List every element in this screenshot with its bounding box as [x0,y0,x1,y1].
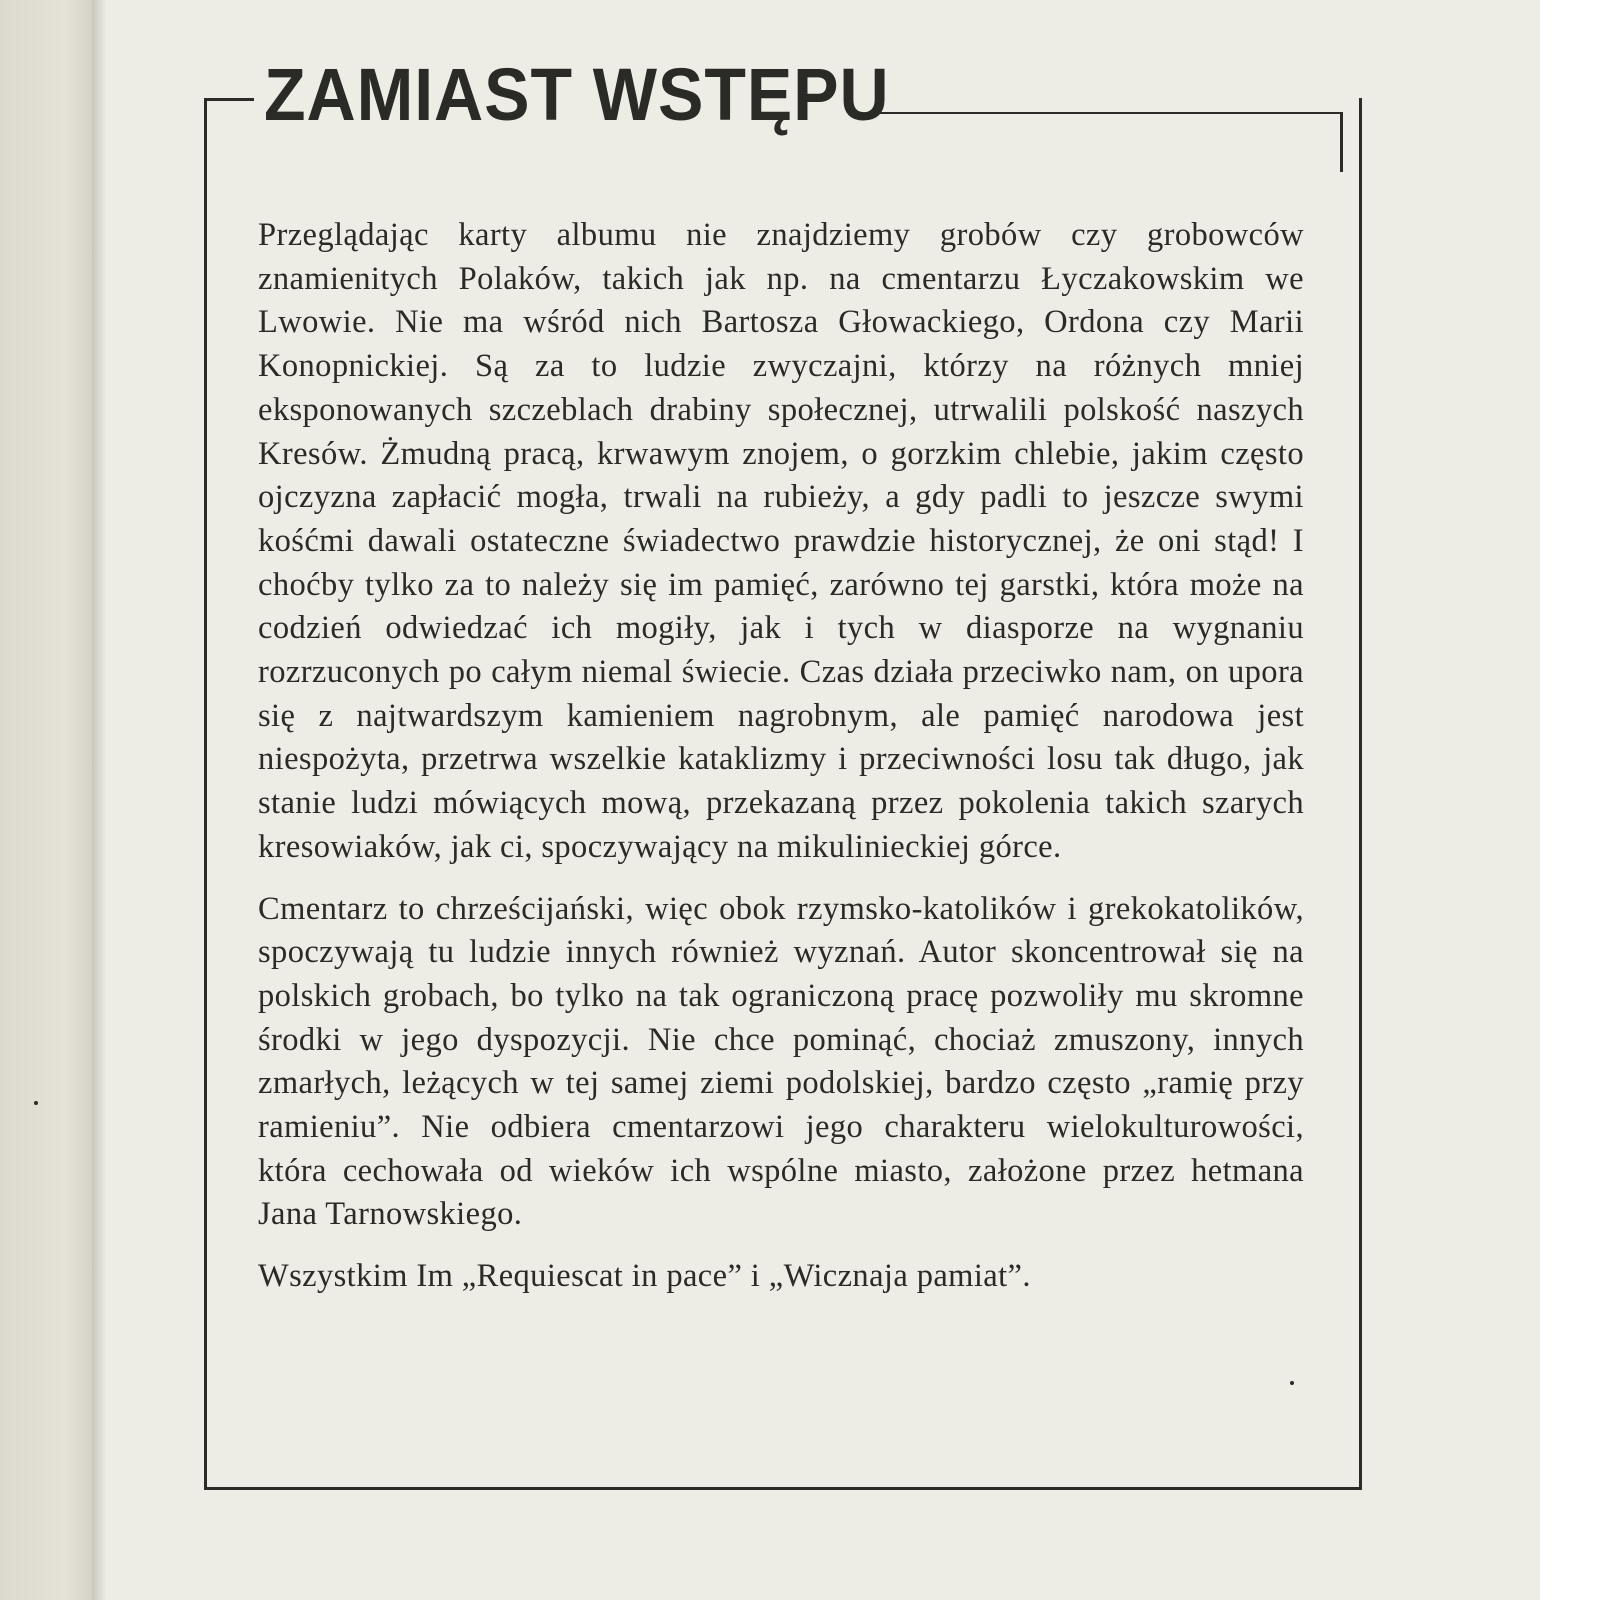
paragraph-1: Przeglądając karty albumu nie znajdziemy grobów czy grobowców znamienitych Polaków, takich jak np. na cmentarzu Łyczakowskim we Lwowie. Nie ma wśród nich Bartosza Głowackiego, Ordona czy Marii Konopnickiej. Są za to ludzie zwyczajni, którzy na różnych mniej eksponowanych szczeblach drabiny społecznej, utrwalili polskość naszych Kresów. Żmudną pracą, krwawym znojem, o gorzkim chlebie, jakim często ojczyzna zapłacić mogła, trwali na rubieży, a gdy padli to jeszcze swymi kośćmi dawali ostateczne świadectwo prawdzie historycznej, że oni stąd! I choćby tylko za to należy się im pamięć, zarówno tej garstki, która może na codzień odwiedzać ich mogiły, jak i tych w diasporze na wygnaniu rozrzuconych po całym niemal świecie. Czas działa przeciwko nam, on upora się z najtwardszym kamieniem nagrobnym, ale pamięć narodowa jest niespożyta, przetrwa wszelkie kataklizmy i przeciwności losu tak długo, jak stanie ludzi mówiących mową, przekazaną przez pokolenia takich szarych kresowiaków, jak ci, spoczywający na mikulinieckiej górce. [258,217,1304,865]
print-speck [1290,1381,1294,1385]
paragraph-3: Wszystkim Im „Requiescat in pace” i „Wicznaja pamiat”. [258,1258,1031,1295]
book-gutter [92,0,106,1600]
paragraph-2: Cmentarz to chrześcijański, więc obok rzymsko-katolików i grekokatolików, spoczywają tu ludzie innych również wyznań. Autor skoncentrował się na polskich grobach, bo tylko na tak ograniczoną pracę pozwoliły mu skromne środki w jego dyspozycji. Nie chce pominąć, chociaż zmuszony, innych zmarłych, leżących w tej samej ziemi podolskiej, bardzo często „ramię przy ramieniu”. Nie odbiera cmentarzowi jego charakteru wielokulturowości, która cechowała od wieków ich wspólne miasto, założone przez hetmana Jana Tarnowskiego. [258,890,1304,1233]
frame-top-left-rule [204,98,254,101]
page-title: ZAMIAST WSTĘPU [264,53,890,136]
print-speck [34,1101,38,1105]
body-text [258,214,1304,1299]
previous-page-edge [0,0,92,1600]
page-right-margin [1540,0,1600,1600]
frame-right-upper-rule [1340,112,1343,172]
frame-top-right-rule [880,112,1342,114]
